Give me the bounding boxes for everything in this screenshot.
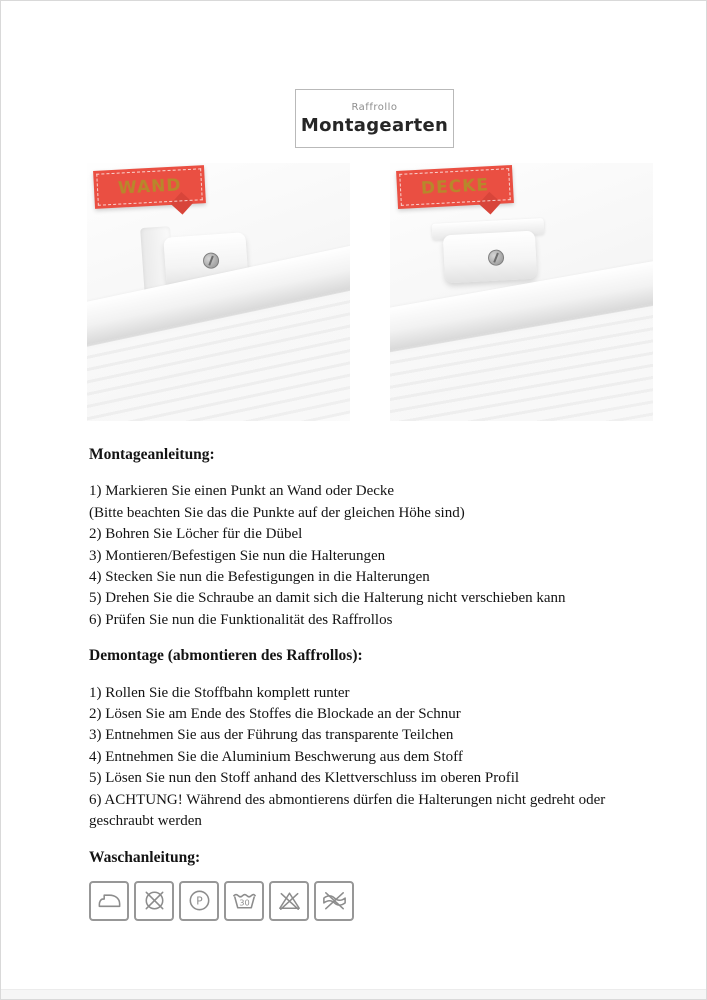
instruction-line: 2) Lösen Sie am Ende des Stoffes die Blockade an der Schnur (89, 706, 461, 723)
wall-mount-ribbon (93, 165, 206, 209)
instruction-line: 4) Entnehmen Sie die Aluminium Beschwerung aus dem Stoff (89, 748, 463, 765)
instruction-line: 5) Lösen Sie nun den Stoff anhand des Klettverschluss im oberen Profil (89, 770, 520, 787)
dry-clean-letter: P (195, 894, 203, 908)
do-not-bleach-icon (275, 886, 304, 915)
wash-temperature: 30 (238, 897, 250, 908)
care-symbol-dry-clean (179, 881, 219, 921)
instruction-line: (Bitte beachten Sie das die Punkte auf der gleichen Höhe sind) (89, 504, 465, 521)
instruction-line: 3) Entnehmen Sie aus der Führung das transparente Teilchen (89, 727, 454, 744)
photo-wall-mount (87, 163, 350, 421)
instruction-line: 1) Markieren Sie einen Punkt an Wand oder Decke (89, 483, 395, 500)
mounting-photos (87, 163, 653, 421)
care-symbol-wash-30 (224, 881, 264, 921)
photo-ceiling-mount (390, 163, 653, 421)
bracket-screw (203, 252, 220, 269)
wasch-heading: Waschanleitung: (89, 848, 201, 866)
bracket-screw (488, 249, 505, 266)
instruction-line: 6) Prüfen Sie nun die Funktionalität des Raffrollos (89, 611, 393, 628)
wall-mount-label: WAND (117, 175, 182, 199)
care-symbol-no-tumble-dry (134, 881, 174, 921)
demontage-heading: Demontage (abmontieren des Raffrollos): (89, 647, 363, 665)
montage-heading: Montageanleitung: (89, 446, 215, 463)
instruction-line: 5) Drehen Sie die Schraube an damit sich die Halterung nicht verschieben kann (89, 590, 566, 607)
montage-list (89, 481, 637, 631)
care-symbols (89, 881, 637, 921)
ceiling-mount-label: DECKE (420, 175, 490, 199)
dry-clean-p-icon (185, 886, 214, 915)
do-not-wring-icon (320, 886, 349, 915)
brand-logo (295, 89, 454, 148)
care-symbol-no-bleach (269, 881, 309, 921)
iron-icon (95, 886, 124, 915)
instruction-line: 2) Bohren Sie Löcher für die Dübel (89, 526, 303, 543)
mounting-bracket (443, 231, 537, 284)
brand-subtitle: Raffrollo (351, 101, 398, 113)
page-bottom-edge (1, 989, 706, 999)
instruction-line: 6) ACHTUNG! Während des abmontierens dürfen die Halterungen nicht gedreht oder geschraubt werden (89, 791, 606, 830)
do-not-tumble-dry-icon (140, 886, 169, 915)
care-symbol-iron (89, 881, 129, 921)
wash-30-icon (230, 886, 259, 915)
instruction-line: 3) Montieren/Befestigen Sie nun die Halterungen (89, 547, 386, 564)
care-symbol-no-wring (314, 881, 354, 921)
demontage-list (89, 683, 637, 833)
instruction-line: 4) Stecken Sie nun die Befestigungen in die Halterungen (89, 569, 430, 586)
ceiling-mount-ribbon (396, 165, 514, 209)
instructions (89, 444, 637, 921)
brand-title: Montagearten (300, 114, 449, 136)
instruction-line: 1) Rollen Sie die Stoffbahn komplett runter (89, 684, 350, 701)
